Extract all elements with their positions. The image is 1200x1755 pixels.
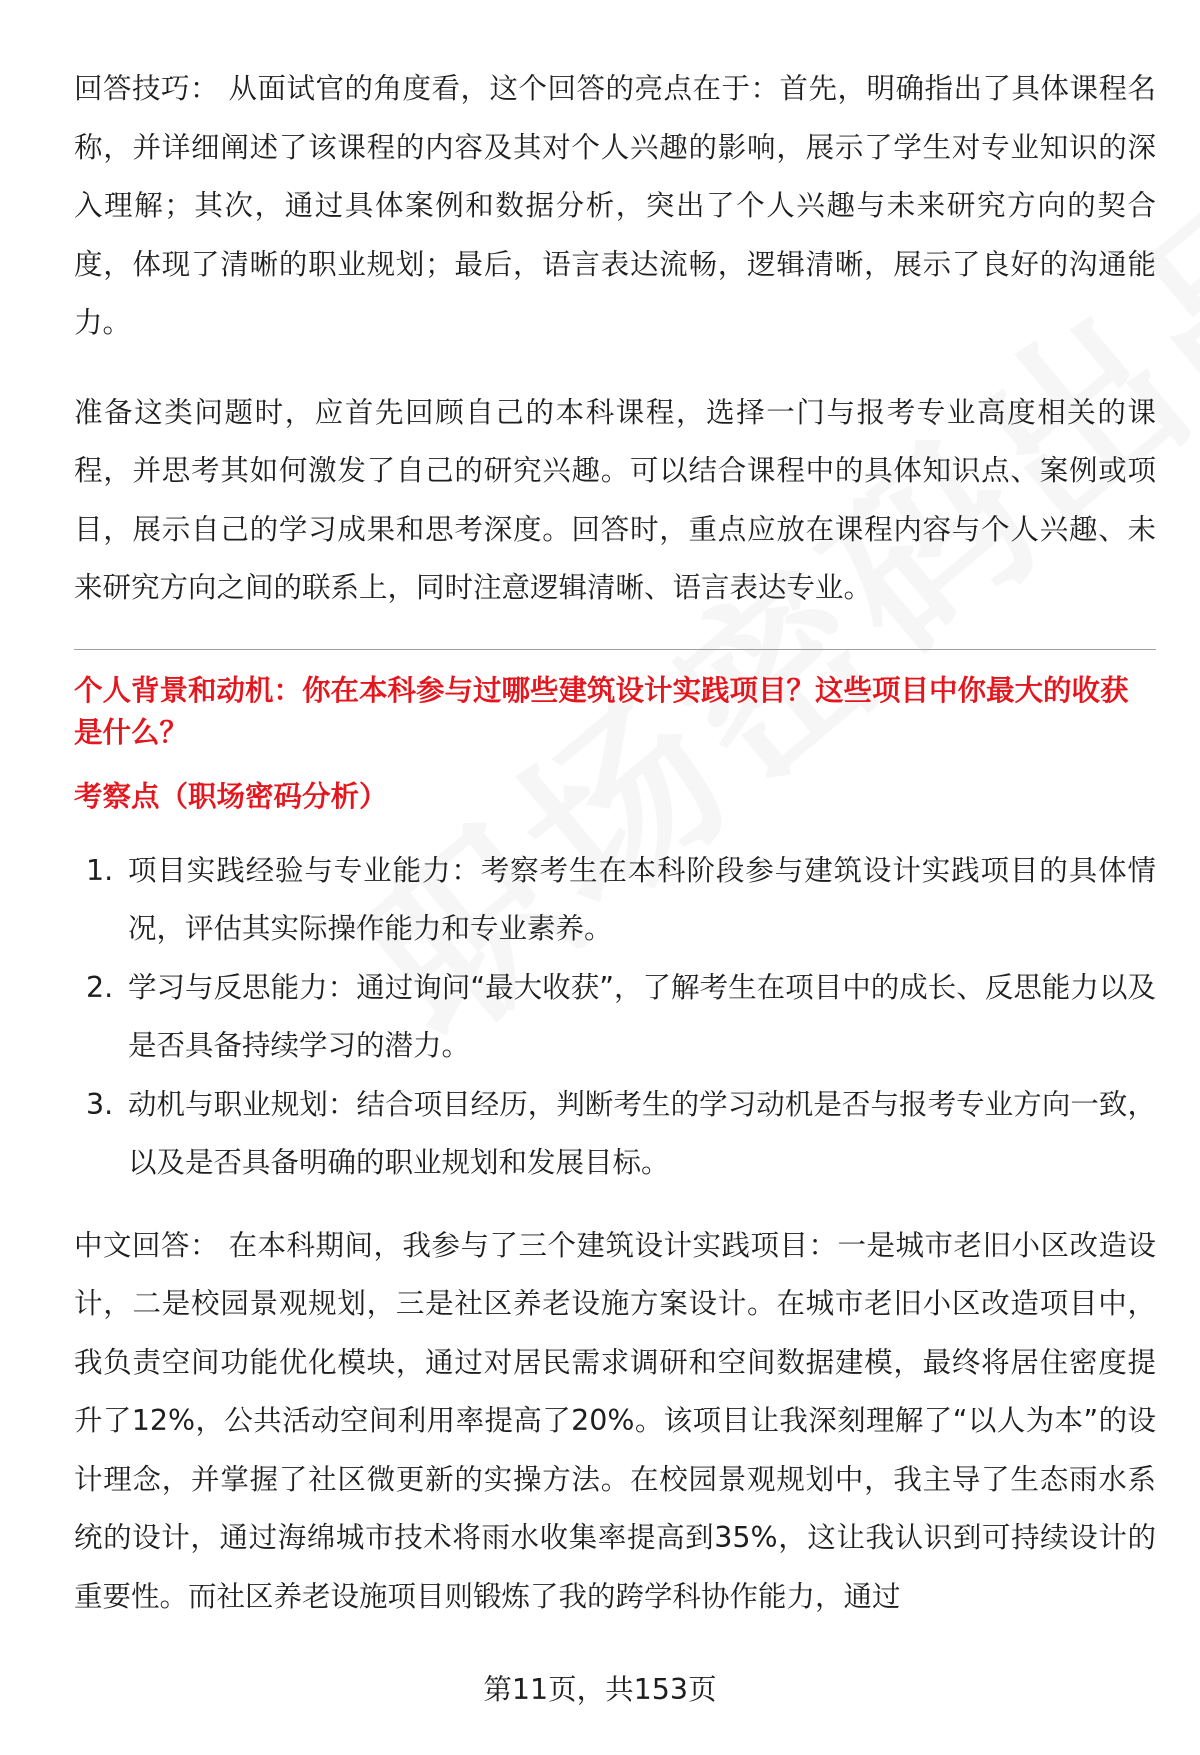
list-item-text: 项目实践经验与专业能力：考察考生在本科阶段参与建筑设计实践项目的具体情况，评估其实际操作能力和专业素养。	[128, 853, 1156, 945]
chinese-answer-paragraph: 中文回答： 在本科期间，我参与了三个建筑设计实践项目：一是城市老旧小区改造设计，二是校园景观规划，三是社区养老设施方案设计。在城市老旧小区改造项目中，我负责空间功能优化模块，通过对居民需求调研和空间数据建模，最终将居住密度提升了12%，公共活动空间利用率提高了20%。该项目让我深刻理解了“以人为本”的设计理念，并掌握了社区微更新的实操方法。在校园景观规划中，我主导了生态雨水系统的设计，通过海绵城市技术将雨水收集率提高到35%，这让我认识到可持续设计的重要性。而社区养老设施项目则锻炼了我的跨学科协作能力，通过	[74, 1228, 1156, 1613]
list-item-text: 动机与职业规划：结合项目经历，判断考生的学习动机是否与报考专业方向一致，以及是否具备明确的职业规划和发展目标。	[128, 1087, 1156, 1179]
list-item	[74, 959, 1156, 1076]
list-item-number: 1.	[86, 853, 114, 887]
page-number-footer: 第11页，共153页	[483, 1673, 717, 1706]
assessment-points-heading: 考察点（职场密码分析）	[74, 779, 388, 813]
document-page	[74, 60, 1156, 1626]
list-item-number: 2.	[86, 970, 114, 1004]
list-item-number: 3.	[86, 1087, 114, 1121]
assessment-points-list	[74, 842, 1156, 1193]
list-item	[74, 1076, 1156, 1193]
question-heading: 个人背景和动机：你在本科参与过哪些建筑设计实践项目？这些项目中你最大的收获是什么？	[74, 673, 1129, 749]
preparation-advice-paragraph: 准备这类问题时，应首先回顾自己的本科课程，选择一门与报考专业高度相关的课程，并思考其如何激发了自己的研究兴趣。可以结合课程中的具体知识点、案例或项目，展示自己的学习成果和思考深度。回答时，重点应放在课程内容与个人兴趣、未来研究方向之间的联系上，同时注意逻辑清晰、语言表达专业。	[74, 395, 1156, 604]
answer-tips-paragraph: 回答技巧： 从面试官的角度看，这个回答的亮点在于：首先，明确指出了具体课程名称，并详细阐述了该课程的内容及其对个人兴趣的影响，展示了学生对专业知识的深入理解；其次，通过具体案例和数据分析，突出了个人兴趣与未来研究方向的契合度，体现了清晰的职业规划；最后，语言表达流畅，逻辑清晰，展示了良好的沟通能力。	[74, 72, 1156, 339]
list-item-text: 学习与反思能力：通过询问“最大收获”，了解考生在项目中的成长、反思能力以及是否具备持续学习的潜力。	[128, 970, 1156, 1062]
section-divider	[74, 649, 1156, 650]
list-item	[74, 842, 1156, 959]
